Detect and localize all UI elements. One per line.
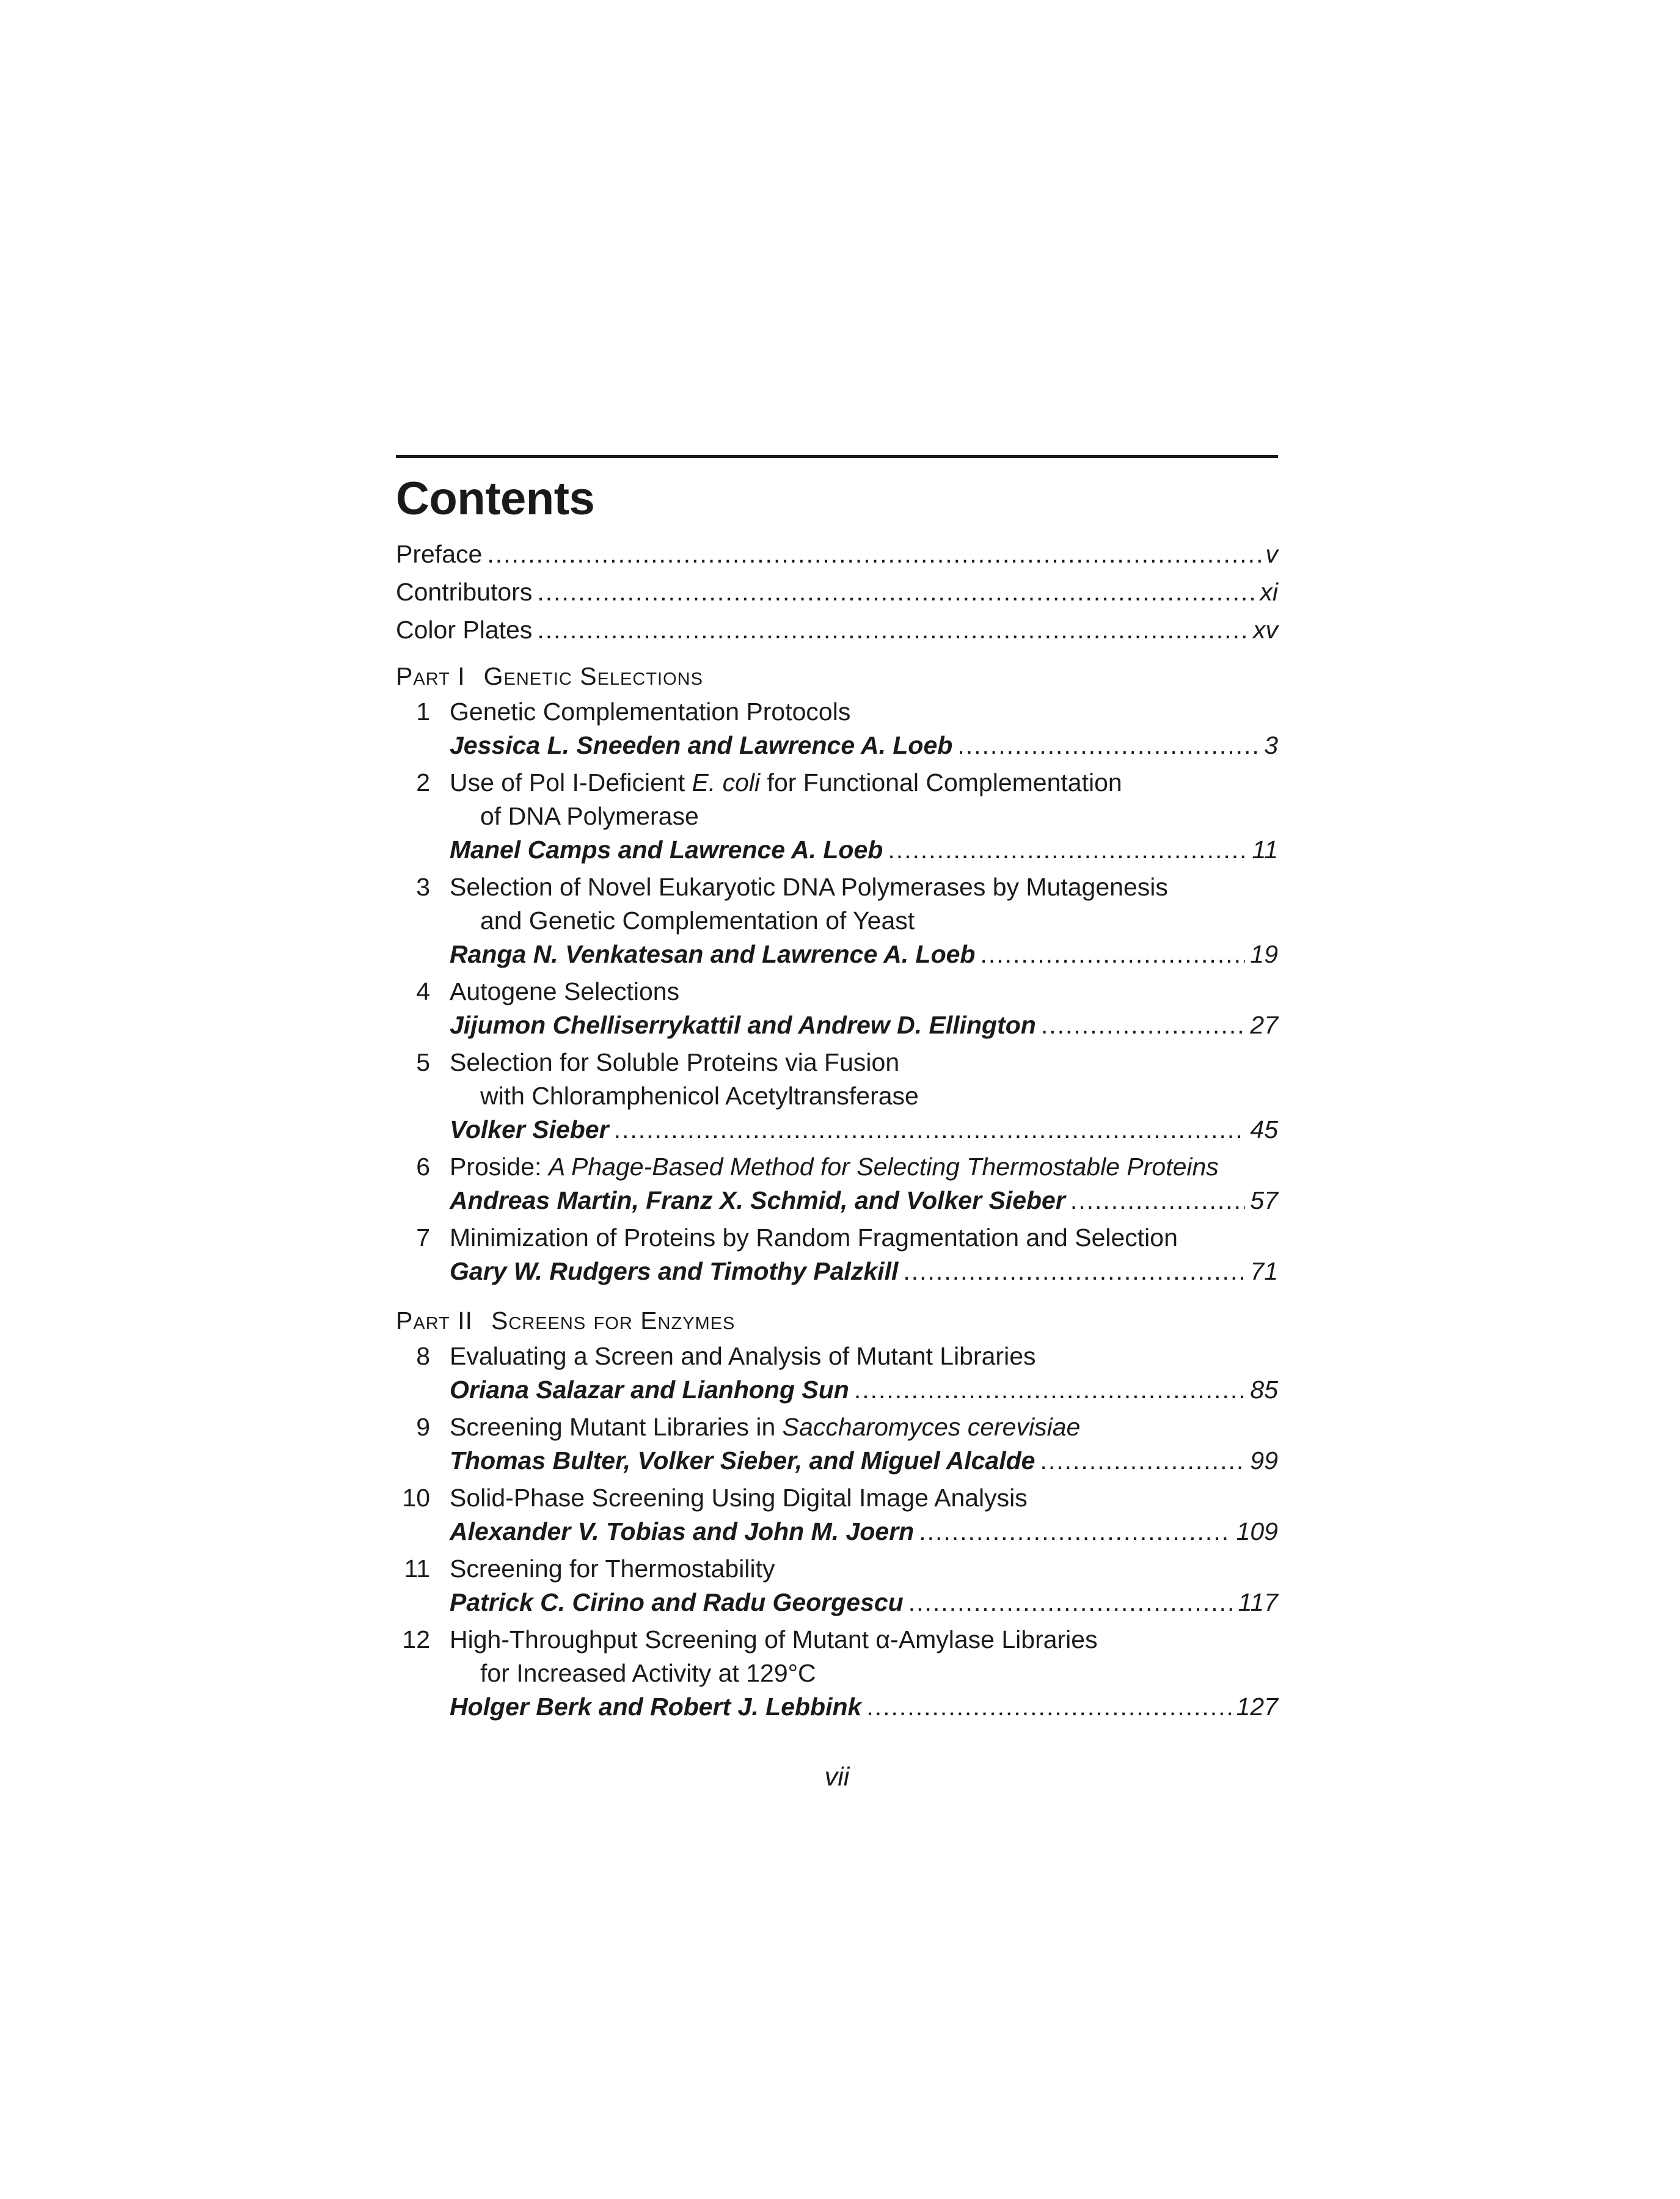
chapter-entry[interactable]	[396, 1340, 1278, 1407]
chapter-title-italic: Saccharomyces cerevisiae	[782, 1413, 1081, 1441]
chapter-title-text: for Functional Complementation	[760, 768, 1122, 797]
chapter-title-text: Proside:	[450, 1153, 549, 1181]
chapter-number: 4	[416, 977, 430, 1005]
chapter-title: Minimization of Proteins by Random Fragmentation and Selection	[450, 1223, 1178, 1252]
part-name: Screens for Enzymes	[491, 1307, 736, 1335]
chapter-title: Genetic Complementation Protocols	[450, 698, 851, 726]
chapter-authors: Oriana Salazar and Lianhong Sun	[450, 1376, 849, 1404]
chapter-entry[interactable]	[396, 1046, 1278, 1147]
chapter-title-continued: of DNA Polymerase	[480, 802, 699, 830]
chapter-entry[interactable]	[396, 1221, 1278, 1288]
chapter-page: 3	[1264, 731, 1278, 759]
toc-entry-page: xv	[1253, 616, 1278, 644]
chapter-number: 12	[402, 1625, 430, 1654]
chapter-number: 6	[416, 1153, 430, 1181]
chapter-page: 27	[1250, 1011, 1278, 1039]
part-label: Part I	[396, 662, 466, 690]
part-heading-2	[396, 1302, 1278, 1340]
toc-entry-color-plates[interactable]	[396, 611, 1278, 649]
chapter-authors-line	[450, 729, 1278, 762]
chapter-entry[interactable]	[396, 870, 1278, 971]
chapter-title	[450, 1150, 1278, 1184]
chapter-authors: Gary W. Rudgers and Timothy Palzkill	[450, 1257, 899, 1285]
chapter-page: 109	[1236, 1517, 1278, 1545]
chapter-authors-line	[450, 1184, 1278, 1217]
dot-leader	[980, 938, 1245, 971]
part-heading-1	[396, 657, 1278, 695]
chapter-entry[interactable]	[396, 1150, 1278, 1217]
chapter-number: 10	[402, 1484, 430, 1512]
dot-leader	[888, 833, 1247, 867]
chapter-page: 99	[1250, 1446, 1278, 1475]
dot-leader	[919, 1515, 1231, 1548]
dot-leader	[866, 1690, 1231, 1724]
chapter-authors-line	[450, 1008, 1278, 1042]
chapter-authors-line	[450, 1255, 1278, 1288]
toc-entry-label: Color Plates	[396, 616, 533, 644]
page-title: Contents	[396, 473, 595, 525]
chapter-authors-line	[450, 833, 1278, 867]
chapter-number: 3	[416, 873, 430, 901]
dot-leader	[537, 611, 1248, 649]
chapter-authors: Jessica L. Sneeden and Lawrence A. Loeb	[450, 731, 953, 759]
dot-leader	[908, 1586, 1233, 1619]
chapter-authors-line	[450, 1373, 1278, 1407]
chapter-authors-line	[450, 938, 1278, 971]
chapter-title: Screening for Thermostability	[450, 1555, 775, 1583]
chapter-authors-line	[450, 1690, 1278, 1724]
chapter-title-continued: and Genetic Complementation of Yeast	[480, 906, 915, 935]
dot-leader	[614, 1113, 1246, 1147]
chapter-page: 127	[1236, 1693, 1278, 1721]
dot-leader	[903, 1255, 1245, 1288]
chapter-authors-line	[450, 1515, 1278, 1548]
front-matter-list	[396, 535, 1278, 649]
chapter-title	[450, 1410, 1278, 1444]
dot-leader	[1040, 1444, 1245, 1478]
chapter-number: 11	[404, 1555, 430, 1583]
chapter-title: Selection for Soluble Proteins via Fusion	[450, 1048, 900, 1076]
chapter-page: 85	[1250, 1376, 1278, 1404]
chapter-page: 11	[1252, 836, 1278, 864]
chapter-title-italic: A Phage-Based Method for Selecting Thermostable Proteins	[548, 1153, 1219, 1181]
chapter-page: 45	[1250, 1115, 1278, 1143]
chapter-entry[interactable]	[396, 1552, 1278, 1619]
chapter-authors: Holger Berk and Robert J. Lebbink	[450, 1693, 862, 1721]
chapter-authors-line	[450, 1586, 1278, 1619]
chapter-number: 8	[416, 1342, 430, 1370]
chapter-page: 57	[1250, 1186, 1278, 1214]
chapter-authors: Andreas Martin, Franz X. Schmid, and Volker Sieber	[450, 1186, 1065, 1214]
chapter-title-continued: for Increased Activity at 129°C	[480, 1659, 816, 1687]
part-name: Genetic Selections	[483, 662, 703, 690]
toc-entry-preface[interactable]	[396, 535, 1278, 573]
toc-entry-contributors[interactable]	[396, 573, 1278, 611]
chapter-entry[interactable]	[396, 1410, 1278, 1478]
chapter-number: 1	[416, 698, 430, 726]
chapter-authors-line	[450, 1113, 1278, 1147]
chapter-title-text: Use of Pol I-Deficient	[450, 768, 692, 797]
chapter-authors: Volker Sieber	[450, 1115, 609, 1143]
chapter-title: Evaluating a Screen and Analysis of Mutant Libraries	[450, 1342, 1036, 1370]
chapter-title	[450, 766, 1278, 800]
chapter-number: 5	[416, 1048, 430, 1076]
dot-leader	[537, 573, 1255, 611]
chapter-entry[interactable]	[396, 766, 1278, 867]
top-rule	[396, 455, 1278, 458]
page-number: vii	[824, 1762, 850, 1792]
toc-entry-label: Preface	[396, 540, 483, 568]
dot-leader	[1041, 1008, 1246, 1042]
chapter-authors: Thomas Bulter, Volker Sieber, and Miguel Alcalde	[450, 1446, 1035, 1475]
chapter-page: 19	[1250, 940, 1278, 968]
chapter-title: High-Throughput Screening of Mutant α-Amylase Libraries	[450, 1625, 1098, 1654]
chapter-title-text: Screening Mutant Libraries in	[450, 1413, 783, 1441]
dot-leader	[1070, 1184, 1246, 1217]
toc-entry-page: xi	[1260, 578, 1278, 606]
dot-leader	[854, 1373, 1246, 1407]
chapter-title-italic: E. coli	[692, 768, 761, 797]
dot-leader	[957, 729, 1259, 762]
chapter-entry[interactable]	[396, 1481, 1278, 1548]
chapter-authors: Alexander V. Tobias and John M. Joern	[450, 1517, 915, 1545]
dot-leader	[487, 535, 1260, 573]
chapter-authors: Manel Camps and Lawrence A. Loeb	[450, 836, 883, 864]
chapter-page: 117	[1238, 1588, 1278, 1616]
chapter-number: 9	[416, 1413, 430, 1441]
chapter-entry[interactable]	[396, 1623, 1278, 1724]
chapter-authors-line	[450, 1444, 1278, 1478]
chapter-title: Selection of Novel Eukaryotic DNA Polymerases by Mutagenesis	[450, 873, 1168, 901]
chapter-page: 71	[1250, 1257, 1278, 1285]
chapter-number: 7	[416, 1223, 430, 1252]
contents-page	[396, 455, 1278, 1727]
part-label: Part II	[396, 1307, 473, 1335]
chapter-title: Autogene Selections	[450, 977, 680, 1005]
chapter-authors: Patrick C. Cirino and Radu Georgescu	[450, 1588, 904, 1616]
toc-entry-page: v	[1265, 540, 1278, 568]
chapter-entry[interactable]	[396, 975, 1278, 1042]
chapter-authors: Ranga N. Venkatesan and Lawrence A. Loeb	[450, 940, 976, 968]
chapter-entry[interactable]	[396, 695, 1278, 762]
chapter-number: 2	[416, 768, 430, 797]
chapter-title-continued: with Chloramphenicol Acetyltransferase	[480, 1082, 919, 1110]
chapter-title: Solid-Phase Screening Using Digital Image Analysis	[450, 1484, 1028, 1512]
toc-entry-label: Contributors	[396, 578, 533, 606]
chapter-authors: Jijumon Chelliserrykattil and Andrew D. Ellington	[450, 1011, 1036, 1039]
